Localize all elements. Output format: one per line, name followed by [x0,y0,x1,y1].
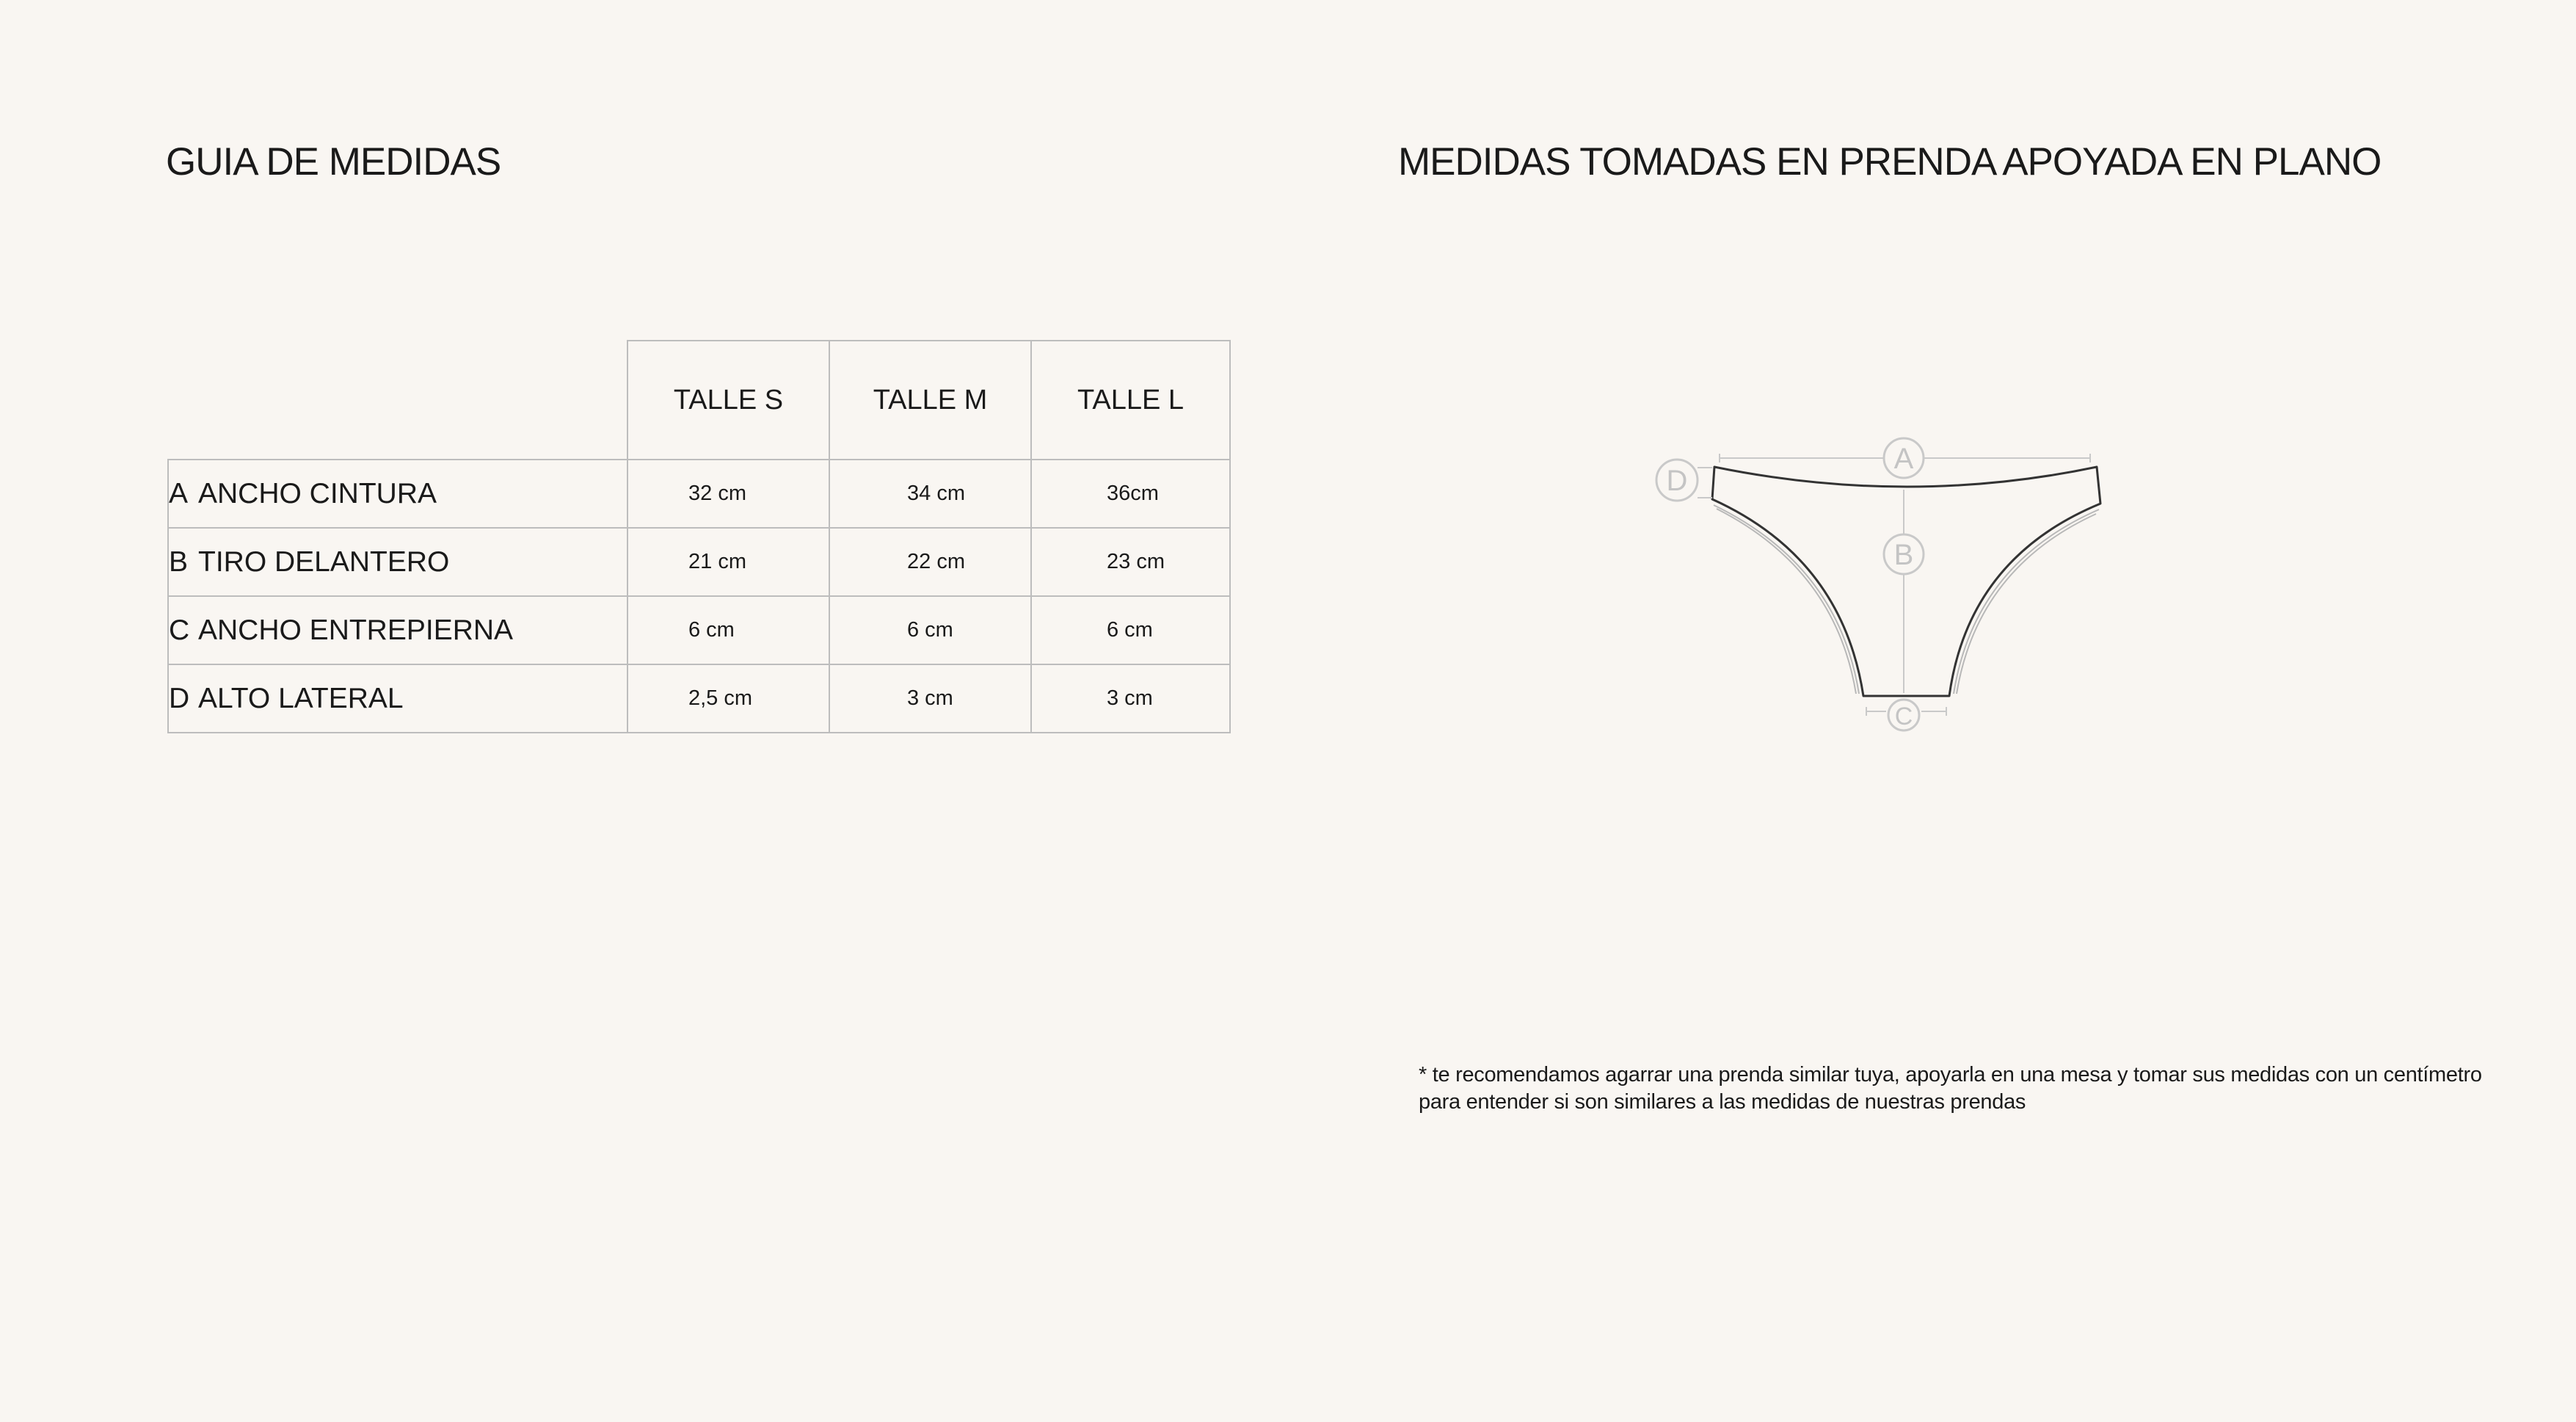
row-label [168,664,627,733]
header-talle-l: TALLE L [1031,341,1230,460]
marker-c-label: C [1894,703,1913,730]
value-s: 32 cm [627,460,829,528]
measurement-tip [1419,1062,2482,1116]
row-letter: D [169,682,190,714]
value-m: 3 cm [829,664,1031,733]
value-m: 34 cm [829,460,1031,528]
size-guide-title: GUIA DE MEDIDAS [166,140,501,184]
marker-a [1884,438,1924,478]
table-row [168,460,1230,528]
value-m: 6 cm [829,596,1031,664]
value-s: 2,5 cm [627,664,829,733]
value-m: 22 cm [829,528,1031,596]
value-l: 23 cm [1031,528,1230,596]
row-letter: C [169,614,190,646]
header-talle-s: TALLE S [627,341,829,460]
row-label-text: ALTO LATERAL [198,682,404,714]
row-label [168,460,627,528]
marker-a-label: A [1893,443,1914,475]
row-label-text: ANCHO CINTURA [198,477,437,509]
value-l: 36cm [1031,460,1230,528]
marker-c [1888,700,1919,730]
value-s: 6 cm [627,596,829,664]
size-table [167,340,1231,733]
row-label-text: TIRO DELANTERO [198,545,450,578]
garment-outline [1712,467,2100,696]
row-letter: B [169,545,189,578]
size-table-header-row [168,341,1230,460]
value-l: 3 cm [1031,664,1230,733]
table-corner-cell [168,341,627,460]
measurement-tip-line-2: para entender si son similares a las medidas de nuestras prendas [1419,1090,2026,1114]
row-label-text: ANCHO ENTREPIERNA [198,614,514,646]
value-s: 21 cm [627,528,829,596]
marker-b-label: B [1893,539,1914,571]
marker-d-label: D [1666,465,1688,497]
row-letter: A [169,477,189,509]
row-label [168,596,627,664]
measurement-note-title: MEDIDAS TOMADAS EN PRENDA APOYADA EN PLANO [1398,140,2382,184]
measurement-tip-line-1: * te recomendamos agarrar una prenda similar tuya, apoyarla en una mesa y tomar sus medidas con un centímetro [1419,1063,2482,1087]
row-label [168,528,627,596]
value-l: 6 cm [1031,596,1230,664]
marker-d [1656,460,1698,501]
table-row [168,528,1230,596]
header-talle-m: TALLE M [829,341,1031,460]
table-row [168,664,1230,733]
measurement-guides [1698,454,2090,716]
garment-diagram [1644,429,2114,745]
table-row [168,596,1230,664]
marker-b [1884,534,1924,574]
